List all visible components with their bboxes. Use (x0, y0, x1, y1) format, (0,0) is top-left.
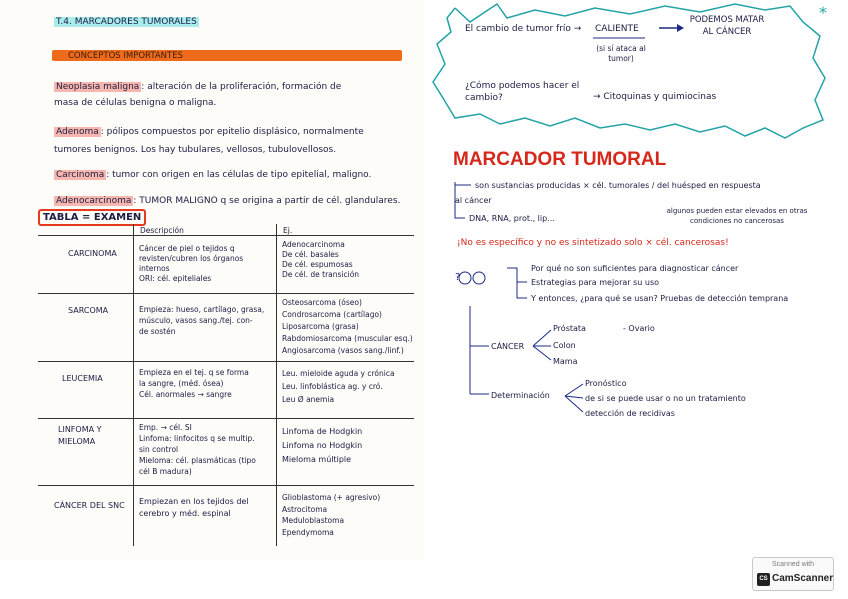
side-note: algunos pueden estar elevados en otras condiciones no cancerosas (666, 207, 808, 225)
desc-line: músculo, vasos sang./tej. con- (139, 316, 253, 325)
example-line: De cél. de transición (282, 270, 360, 279)
concept-carcinoma (54, 170, 371, 181)
table-rule (38, 485, 414, 486)
row-type: SARCOMA (68, 306, 109, 315)
cancer-branch (533, 330, 551, 346)
section-heading: CONCEPTOS IMPORTANTES (68, 51, 184, 61)
example-line: Glioblastoma (+ agresivo) (282, 493, 381, 502)
concept-def: : tumor con origen en las células de tipo epitelial, maligno. (106, 170, 372, 180)
desc-line: Empieza en el tej. q se forma (139, 368, 249, 377)
row-type: CÁNCER DEL SNC (54, 501, 125, 510)
example-line: Angiosarcoma (vasos sang./linf.) (282, 346, 404, 355)
cancer-type: Colon (553, 341, 576, 350)
row-desc (139, 422, 256, 477)
example-line: Rabdomiosarcoma (muscular esq.) (282, 334, 413, 343)
concept-def: : TUMOR MALIGNO q se origina a partir de cél. glandulares. (133, 196, 401, 206)
table-divider (276, 224, 277, 546)
question-mark: ? (455, 272, 461, 283)
page-title-text: T.4. MARCADORES TUMORALES (56, 17, 197, 27)
table-rule (38, 293, 414, 294)
row-desc (139, 496, 249, 520)
cancer-branch (533, 346, 551, 360)
question-item: Estrategias para mejorar su uso (531, 278, 660, 287)
camscanner-name: CamScanner (772, 573, 834, 584)
page-title (54, 17, 199, 28)
row-examples (282, 297, 413, 357)
det-branch (565, 396, 583, 412)
cancer-type-ovary: - Ovario (623, 324, 655, 333)
cloud-note: (si sí ataca al tumor) (596, 44, 646, 63)
desc-line: Mieloma: cél. plasmáticas (tipo (139, 456, 256, 465)
header-description: Descripción (140, 226, 184, 235)
det-branch (565, 384, 583, 396)
concept-def-cont: tumores benignos. Los hay tubulares, vellosos, tubulovellosos. (54, 145, 337, 155)
star-mark: * (819, 3, 827, 22)
row-type: LEUCEMIA (62, 374, 103, 383)
table-label: TABLA = EXAMEN (38, 209, 146, 226)
table-rule (38, 418, 414, 419)
definition-1b: al cáncer (455, 196, 492, 205)
question-item: Por qué no son suficientes para diagnosticar cáncer (531, 264, 739, 273)
det-branch (565, 396, 583, 398)
definition-1: son sustancias producidas × cél. tumorales / del huésped en respuesta (475, 181, 761, 190)
concept-def: : pólipos compuestos por epitelio displásico, normalmente (100, 127, 364, 137)
left-notebook-page (0, 0, 424, 560)
concept-term: Carcinoma (56, 170, 105, 180)
example-line: Linfoma no Hodgkin (282, 441, 363, 450)
scanned-with-text: Scanned with (771, 561, 815, 568)
question-item: Y entonces, ¿para qué se usan? Pruebas de detección temprana (531, 294, 789, 303)
determination-label: Determinación (491, 391, 550, 400)
concept-term: Adenoma (56, 127, 99, 137)
example-line: Linfoma de Hodgkin (282, 427, 363, 436)
example-line: Meduloblastoma (282, 516, 345, 525)
concept-term: Adenocarcinoma (56, 196, 132, 206)
concept-def-cont: masa de células benigna o maligna. (54, 98, 217, 108)
row-type: CARCINOMA (68, 249, 117, 258)
cloud-answer: → Citoquinas y quimiocinas (593, 92, 717, 102)
example-line: De cél. basales (282, 250, 339, 259)
row-desc (139, 244, 243, 284)
row-type: LINFOMA Y MIELOMA (58, 425, 102, 446)
desc-line: Cáncer de piel o tejidos q (139, 244, 235, 253)
row-desc (139, 367, 249, 400)
table-rule (38, 361, 414, 362)
cancer-type: Mama (553, 357, 578, 366)
concept-def: : alteración de la proliferación, formación de (141, 82, 342, 92)
question-bracket (507, 268, 527, 298)
example-line: Leu. mieloide aguda y crónica (282, 369, 395, 378)
cancer-type: Próstata (553, 324, 586, 333)
example-line: Astrocitoma (282, 504, 328, 514)
cloud-line1: El cambio de tumor frío → (465, 24, 582, 34)
row-examples (282, 240, 359, 280)
row-desc (139, 304, 264, 337)
concept-neoplasia (54, 82, 341, 93)
concept-adenocarcinoma (54, 196, 400, 207)
desc-line: de sostén (139, 327, 176, 336)
example-line: Liposarcoma (grasa) (282, 322, 359, 331)
desc-line: cél B madura) (139, 467, 192, 476)
table-divider (133, 224, 134, 546)
example-line: Condrosarcoma (cartílago) (282, 310, 382, 319)
example-line: Leu. linfoblástica ag. y cró. (282, 382, 383, 391)
concept-adenoma (54, 127, 364, 138)
desc-line: Empiezan en los tejidos del (139, 497, 249, 506)
desc-line: Empieza: hueso, cartílago, grasa, (139, 305, 265, 314)
right-notebook-page (425, 0, 848, 560)
cancer-label: CÁNCER (491, 342, 525, 351)
cloud-caliente: CALIENTE (595, 24, 639, 34)
example-line: Mieloma múltiple (282, 455, 352, 464)
thinking-face-icon (459, 272, 471, 284)
determination-item: detección de recidivas (585, 409, 675, 418)
desc-line: revisten/cubren los órganos (139, 254, 244, 263)
desc-line: la sangre, (méd. ósea) (139, 379, 224, 388)
determination-item: de si se puede usar o no un tratamiento (585, 394, 746, 403)
camscanner-badge (752, 557, 834, 591)
example-line: Osteosarcoma (óseo) (282, 298, 362, 307)
row-examples (282, 492, 380, 538)
desc-line: Linfoma: linfocitos q se multip. (139, 434, 255, 443)
cloud-question: ¿Cómo podemos hacer el cambio? (465, 81, 580, 103)
desc-line: internos (139, 264, 170, 273)
desc-line: sin control (139, 445, 179, 454)
example-line: Adenocarcinoma (282, 240, 345, 249)
thinking-face-icon-2 (473, 272, 485, 284)
table-rule (38, 235, 414, 236)
row-examples (282, 425, 362, 467)
arrow-head (677, 24, 684, 32)
header-example: Ej. (283, 226, 293, 235)
camscanner-logo-icon: CS (757, 573, 770, 586)
definition-2: DNA, RNA, prot., lip... (469, 214, 555, 223)
example-line: Leu Ø anemia (282, 395, 335, 404)
warning-text: ¡No es específico y no es sintetizado solo × cél. cancerosas! (457, 238, 729, 248)
cloud-target: PODEMOS MATAR AL CÁNCER (689, 15, 765, 37)
determination-item: Pronóstico (585, 379, 627, 388)
example-line: De cél. espumosas (282, 260, 353, 269)
row-examples (282, 367, 395, 406)
main-heading: MARCADOR TUMORAL (453, 149, 667, 170)
concept-term: Neoplasia maligna (56, 82, 140, 92)
desc-line: Emp. → cél. SI (139, 423, 192, 432)
desc-line: Cél. anormales → sangre (139, 390, 232, 399)
desc-line: ORI: cél. epiteliales (139, 274, 212, 283)
desc-line: cerebro y méd. espinal (139, 509, 231, 518)
example-line: Ependymoma (282, 527, 334, 537)
